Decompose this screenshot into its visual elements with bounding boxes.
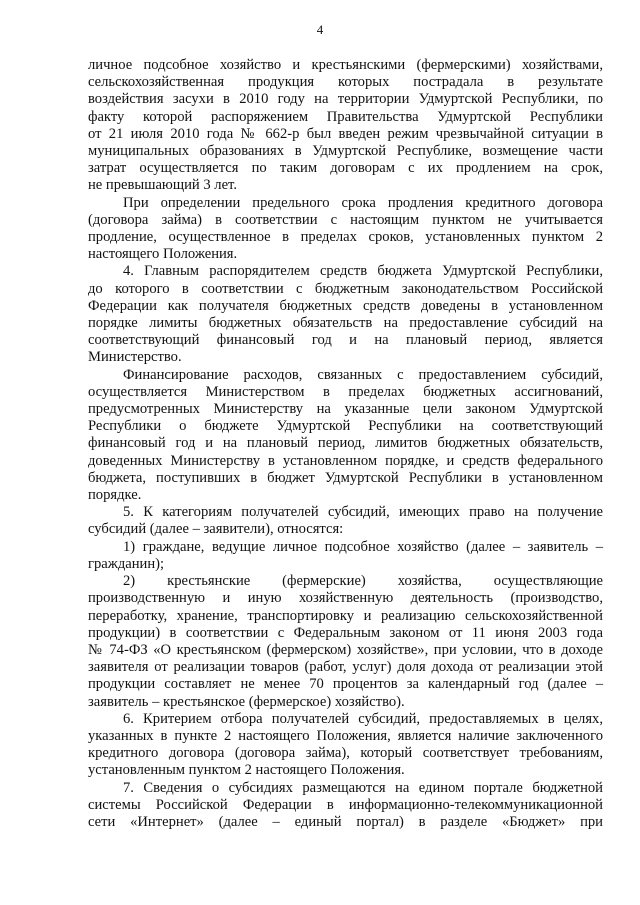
paragraph [88,711,603,780]
text-line: настоящего Положения. [88,246,238,263]
text-line: заявителя от реализации товаров (работ, услуг) доля дохода от реализации этой [88,659,603,676]
text-line: затрат осуществляется по таким договорам с их продлением на срок, [88,160,603,177]
text-line: сети «Интернет» (далее – единый портал) в разделе «Бюджет» при [88,813,603,830]
text-line: порядке. [88,487,142,504]
text-line: кредитного договора (договора займа), который соответствует требованиям, [88,745,603,762]
text-line: соответствующий финансовый год и на плановый период, является [88,332,603,349]
page-number: 4 [316,22,324,37]
text-line: субсидий (далее – заявители), относятся: [88,521,344,538]
text-line: (договора займа) в соответствии с настоящим пунктом не учитывается [88,211,603,228]
text-line: предусмотренных Министерству на указанные цели законом Удмуртской [88,401,603,418]
text-line: При определении предельного срока продления кредитного договора [123,194,603,211]
text-line: воздействия засухи в 2010 году на территории Удмуртской Республики, по [88,91,603,108]
paragraph [88,780,603,832]
text-line: продукции) в соответствии с Федеральным законом от 11 июня 2003 года [88,624,603,641]
text-line: гражданин); [88,555,165,572]
text-line: сельскохозяйственная продукция которых пострадала в результате [88,74,603,91]
text-line: 6. Критерием отбора получателей субсидий, предоставляемых в целях, [123,710,603,727]
text-line: Республики о бюджете Удмуртской Республики на соответствующий [88,418,603,435]
text-line: не превышающий 3 лет. [88,177,237,194]
text-line: 1) граждане, ведущие личное подсобное хозяйство (далее – заявитель – [123,538,603,555]
paragraph [88,367,603,505]
text-line: осуществляется Министерством в пределах бюджетных ассигнований, [88,383,603,400]
text-line: продление, осуществленное в пределах сроков, установленных пунктом 2 [88,229,603,246]
text-line: Федерации как получателя бюджетных средств доведены в установленном [88,297,603,314]
text-line: переработку, хранение, транспортировку и реализацию сельскохозяйственной [88,607,603,624]
text-line: порядке лимиты бюджетных обязательств на предоставление субсидий на [88,315,603,332]
text-line: бюджета, поступивших в бюджет Удмуртской Республики в установленном [88,469,603,486]
paragraph [88,504,603,538]
text-line: Министерство. [88,349,182,366]
text-line: муниципальных образованиях в Удмуртской Республике, возмещение части [88,143,603,160]
text-line: личное подсобное хозяйство и крестьянскими (фермерскими) хозяйствами, [88,57,603,73]
text-line: доведенных Министерству в установленном порядке, и средств федерального [88,452,603,469]
text-line: 2) крестьянские (фермерские) хозяйства, осуществляющие [123,573,603,590]
paragraph [88,263,603,366]
text-line: № 74-ФЗ «О крестьянском (фермерском) хозяйстве», при условии, что в доходе [88,641,603,658]
text-line: факту которой распоряжением Правительства Удмуртской Республики [88,108,603,125]
text-line: финансовый год и на плановый период, лимитов бюджетных обязательств, [88,435,603,452]
text-line: указанных в пункте 2 настоящего Положения, является наличие заключенного [88,727,603,744]
text-line: заявитель – крестьянское (фермерское) хозяйство). [88,693,405,710]
text-line: установленным пунктом 2 настоящего Положения. [88,762,405,779]
text-line: 7. Сведения о субсидиях размещаются на едином портале бюджетной [123,779,603,796]
text-line: продукции составляет не менее 70 процентов за календарный год (далее – [88,676,603,693]
text-line: 5. К категориям получателей субсидий, имеющих право на получение [123,504,603,521]
paragraph [88,57,603,195]
text-line: 4. Главным распорядителем средств бюджета Удмуртской Республики, [123,263,603,280]
text-line: производственную и иную хозяйственную деятельность (производство, [88,590,603,607]
text-line: Финансирование расходов, связанных с предоставлением субсидий, [123,366,603,383]
text-line: от 21 июля 2010 года № 662-р был введен режим чрезвычайной ситуации в [88,125,603,142]
paragraph [88,195,603,264]
text-line: системы Российской Федерации в информационно-телекоммуникационной [88,796,603,813]
document-body [88,57,603,831]
paragraph [88,539,603,573]
text-line: до которого в соответствии с бюджетным законодательством Российской [88,280,603,297]
paragraph [88,573,603,711]
